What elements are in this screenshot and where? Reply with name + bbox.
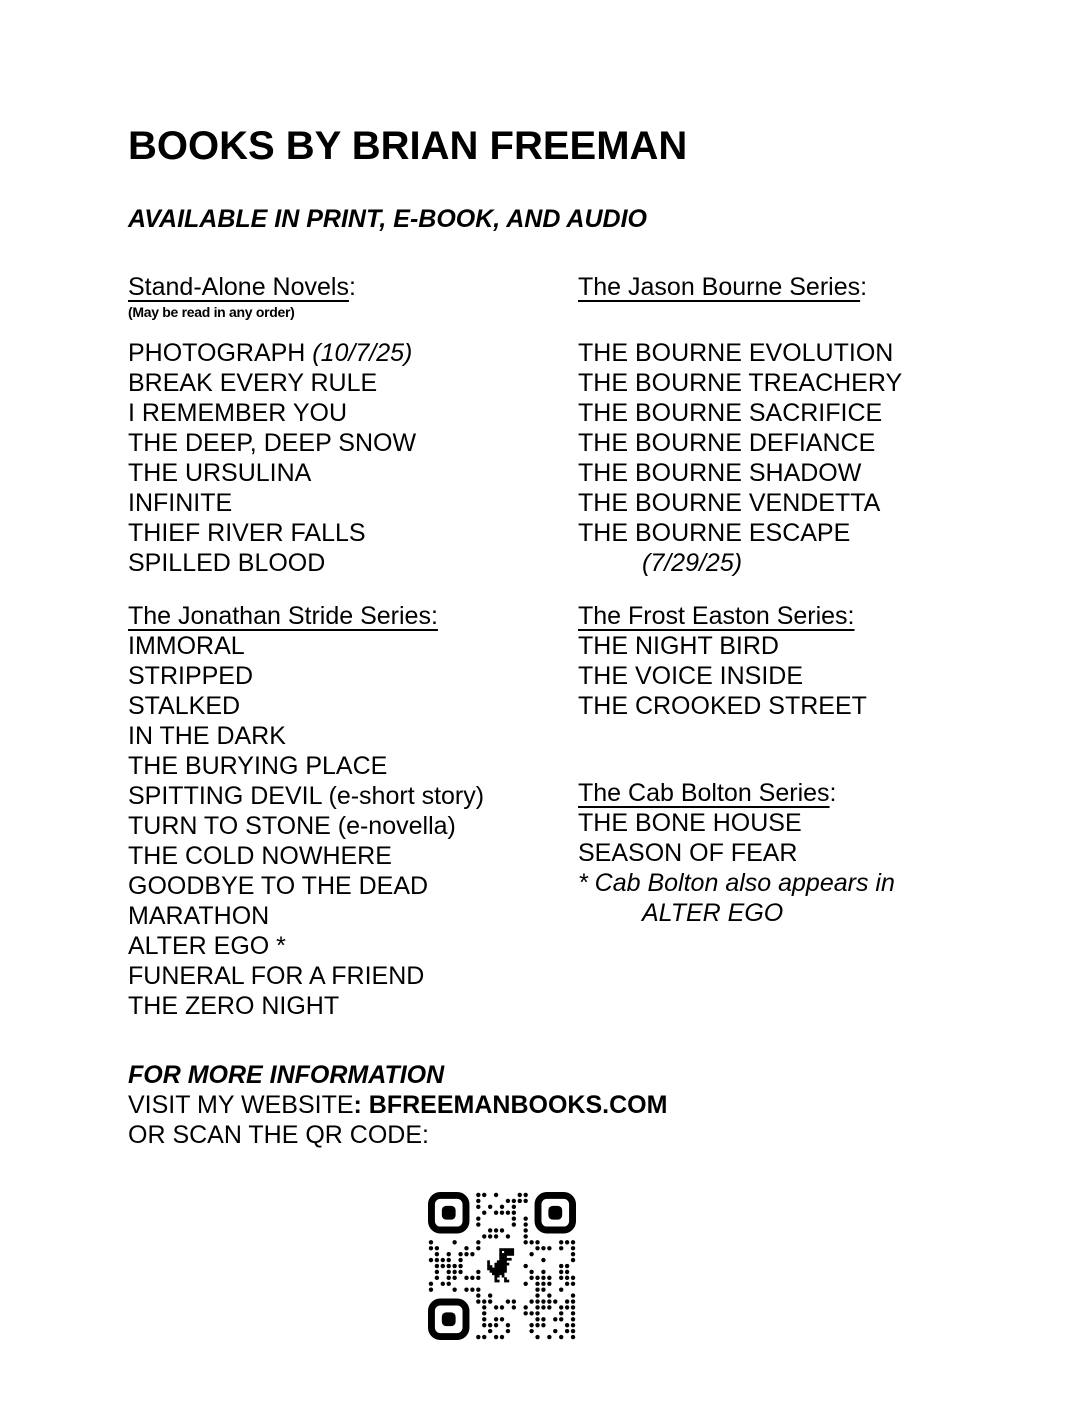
qr-prompt: OR SCAN THE QR CODE:	[128, 1121, 429, 1149]
book-line	[578, 838, 1038, 868]
text-run: ALTER EGO *	[128, 932, 286, 960]
standalone-novels-list	[128, 338, 588, 578]
book-line	[128, 338, 588, 368]
book-line	[578, 631, 1038, 661]
text-run: (7/29/25)	[642, 549, 743, 577]
text-run: THE BOURNE TREACHERY	[578, 369, 903, 397]
text-run: THE BURYING PLACE	[128, 752, 388, 780]
book-line	[578, 548, 1038, 578]
cab-bolton-list	[578, 808, 1038, 928]
heading-text: The Frost Easton Series:	[578, 602, 855, 630]
text-run: THE URSULINA	[128, 459, 312, 487]
book-line	[128, 721, 588, 751]
book-line	[128, 931, 588, 961]
heading-colon: :	[860, 273, 868, 301]
book-line	[128, 398, 588, 428]
book-line	[128, 871, 588, 901]
book-line	[578, 428, 1038, 458]
website-line	[128, 1090, 667, 1120]
text-run: STALKED	[128, 692, 241, 720]
spacer	[578, 578, 1038, 601]
book-line	[128, 991, 588, 1021]
section-heading-jason-bourne	[578, 272, 1038, 302]
text-run: PHOTOGRAPH	[128, 339, 313, 367]
heading-text: The Jonathan Stride Series:	[128, 602, 438, 630]
text-run: IN THE DARK	[128, 722, 286, 750]
book-line	[128, 368, 588, 398]
heading-text: Stand-Alone Novels	[128, 273, 349, 301]
more-information-label: FOR MORE INFORMATION	[128, 1061, 445, 1089]
section-heading-cab-bolton	[578, 778, 1038, 808]
text-run: INFINITE	[128, 489, 233, 517]
text-run: :	[353, 1091, 369, 1119]
section-heading-jonathan-stride	[128, 601, 588, 631]
text-run: THE BOURNE SHADOW	[578, 459, 862, 487]
text-run: ALTER EGO	[642, 899, 784, 927]
book-line	[578, 898, 1038, 928]
text-run: THE ZERO NIGHT	[128, 992, 340, 1020]
jonathan-stride-list	[128, 631, 588, 1021]
qr-code-image	[428, 1192, 576, 1340]
text-run: I REMEMBER YOU	[128, 399, 348, 427]
frost-easton-list	[578, 631, 1038, 721]
text-run: GOODBYE TO THE DEAD	[128, 872, 429, 900]
footer	[128, 1060, 667, 1150]
book-line	[128, 961, 588, 991]
book-line	[578, 368, 1038, 398]
heading-text: The Cab Bolton Series	[578, 779, 830, 807]
book-line	[128, 841, 588, 871]
spacer	[128, 322, 588, 338]
heading-colon: :	[348, 273, 356, 301]
book-line	[128, 751, 588, 781]
book-line	[128, 428, 588, 458]
text-run: STRIPPED	[128, 662, 254, 690]
text-run: * Cab Bolton also appears in	[578, 869, 895, 897]
text-run: (10/7/25)	[312, 339, 413, 367]
right-column	[578, 272, 1038, 928]
text-run: THE BOURNE ESCAPE	[578, 519, 851, 547]
book-line	[128, 458, 588, 488]
page-subtitle: AVAILABLE IN PRINT, E-BOOK, AND AUDIO	[128, 205, 647, 233]
text-run: THIEF RIVER FALLS	[128, 519, 366, 547]
section-heading-frost-easton	[578, 601, 1038, 631]
text-run: THE BONE HOUSE	[578, 809, 802, 837]
text-run: FUNERAL FOR A FRIEND	[128, 962, 425, 990]
text-run: IMMORAL	[128, 632, 245, 660]
text-run: THE BOURNE SACRIFICE	[578, 399, 883, 427]
book-line	[128, 901, 588, 931]
text-run: THE BOURNE DEFIANCE	[578, 429, 876, 457]
book-line	[128, 518, 588, 548]
qr-finder-pattern	[431, 1302, 466, 1337]
qr-finder-pattern	[431, 1195, 466, 1230]
text-run: THE BOURNE VENDETTA	[578, 489, 881, 517]
text-run: SPILLED BLOOD	[128, 549, 326, 577]
text-run: MARATHON	[128, 902, 270, 930]
spacer	[578, 721, 1038, 778]
text-run: BREAK EVERY RULE	[128, 369, 378, 397]
text-run: SEASON OF FEAR	[578, 839, 798, 867]
book-line	[578, 338, 1038, 368]
text-run: THE BOURNE EVOLUTION	[578, 339, 894, 367]
text-run: THE CROOKED STREET	[578, 692, 867, 720]
book-line	[128, 548, 588, 578]
heading-colon: :	[829, 779, 837, 807]
qr-finder-pattern	[538, 1195, 573, 1230]
text-run: THE DEEP, DEEP SNOW	[128, 429, 417, 457]
spacer	[128, 578, 588, 601]
book-line	[578, 398, 1038, 428]
qr-code-icon	[428, 1192, 576, 1340]
text-run: VISIT MY WEBSITE	[128, 1091, 354, 1119]
dinosaur-icon	[487, 1248, 514, 1282]
text-run: BFREEMANBOOKS.COM	[368, 1091, 668, 1119]
book-line	[578, 808, 1038, 838]
book-line	[128, 691, 588, 721]
spacer	[578, 302, 1038, 338]
book-line	[128, 811, 588, 841]
page-title: BOOKS BY BRIAN FREEMAN	[128, 124, 688, 168]
book-line	[128, 781, 588, 811]
book-line	[578, 661, 1038, 691]
section-heading-standalone-novels	[128, 272, 588, 302]
text-run: THE COLD NOWHERE	[128, 842, 392, 870]
heading-text: The Jason Bourne Series	[578, 273, 861, 301]
book-line	[578, 488, 1038, 518]
book-line	[578, 691, 1038, 721]
book-line	[128, 631, 588, 661]
text-run: THE NIGHT BIRD	[578, 632, 779, 660]
text-run: SPITTING DEVIL (e-short story)	[128, 782, 485, 810]
text-run: THE VOICE INSIDE	[578, 662, 804, 690]
text-run: TURN TO STONE (e-novella)	[128, 812, 456, 840]
book-line	[578, 458, 1038, 488]
left-column	[128, 272, 588, 1021]
standalone-novels-note: (May be read in any order)	[128, 304, 295, 320]
book-line	[128, 488, 588, 518]
jason-bourne-list	[578, 338, 1038, 578]
book-line	[128, 661, 588, 691]
book-line	[578, 868, 1038, 898]
book-line	[578, 518, 1038, 548]
